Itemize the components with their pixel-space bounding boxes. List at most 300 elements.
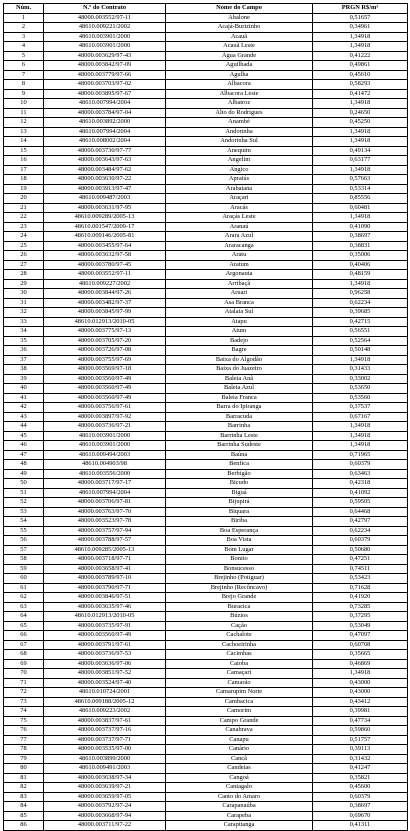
field-name: Boa Vista [166,536,313,546]
row-number: 22 [4,213,44,223]
prgn-value: 0,31433 [313,365,408,375]
table-row [4,241,408,251]
row-number: 1 [4,13,44,23]
table-row [4,32,408,42]
contract-number: 48000.003726/97-08 [44,346,166,356]
contract-number: 48610.009494/2003 [44,450,166,460]
field-name: Alto do Rodrigues [166,108,313,118]
row-number: 4 [4,42,44,52]
table-row [4,298,408,308]
contract-number: 48000.003659/97-05 [44,792,166,802]
prgn-value: 0,37295 [313,612,408,622]
contract-number: 48000.003735/97-91 [44,621,166,631]
field-name: Barrinha Sudeste [166,441,313,451]
field-name: Apraiús [166,175,313,185]
prgn-value: 0,39981 [313,707,408,717]
field-name: Abalone [166,13,313,23]
field-name: Cachalote [166,631,313,641]
table-row [4,384,408,394]
row-number: 85 [4,811,44,821]
contract-number: 48000.003635/97-46 [44,602,166,612]
contract-number: 48000.003895/97-67 [44,89,166,99]
row-number: 55 [4,526,44,536]
contract-number: 48000.003717/97-17 [44,479,166,489]
prgn-value: 0,60379 [313,792,408,802]
table-row [4,536,408,546]
table-row [4,669,408,679]
table-row [4,99,408,109]
prgn-value: 0,41311 [313,821,408,831]
contract-number: 48610.003899/2000 [44,754,166,764]
row-number: 69 [4,659,44,669]
table-row [4,403,408,413]
field-name: Baúna [166,450,313,460]
prgn-value: 0,53423 [313,574,408,584]
field-name: Badejo [166,336,313,346]
table-row [4,222,408,232]
field-name: Asa Branca [166,298,313,308]
table-row [4,621,408,631]
table-row [4,374,408,384]
field-name: Carapeba [166,811,313,821]
field-name: Albacora [166,80,313,90]
row-number: 82 [4,783,44,793]
contract-number: 48610.003901/2000 [44,32,166,42]
prgn-value: 0,47097 [313,631,408,641]
row-number: 42 [4,403,44,413]
table-row [4,70,408,80]
prgn-value: 0,45600 [313,783,408,793]
table-row [4,488,408,498]
row-number: 31 [4,298,44,308]
contract-number: 48000.003706/97-81 [44,498,166,508]
table-row [4,23,408,33]
prgn-value: 0,43000 [313,688,408,698]
table-row [4,764,408,774]
header-field-name: Nome do Campo [166,4,313,14]
field-name: Bom Lugar [166,545,313,555]
field-name: Bijupirá [166,498,313,508]
prgn-value: 0,96258 [313,289,408,299]
field-name: Araracanga [166,241,313,251]
field-name: Baixa do Algodão [166,355,313,365]
field-name: Aratu [166,251,313,261]
contract-number: 48610.003556/2000 [44,469,166,479]
prgn-value: 0,67167 [313,412,408,422]
row-number: 60 [4,574,44,584]
field-name: Agulha [166,70,313,80]
prgn-value: 0,39113 [313,745,408,755]
contract-number: 48610.003901/2000 [44,441,166,451]
prgn-value: 0,41092 [313,488,408,498]
field-name: Buracica [166,602,313,612]
table-row [4,441,408,451]
contract-number: 48000.003897/97-92 [44,412,166,422]
table-row [4,42,408,52]
prgn-value: 0,45250 [313,118,408,128]
field-name: Bagre [166,346,313,356]
table-row [4,479,408,489]
prgn-value: 0,43412 [313,697,408,707]
row-number: 30 [4,289,44,299]
table-row [4,80,408,90]
contract-number: 48000.003636/97-06 [44,659,166,669]
table-row [4,792,408,802]
prgn-value: 0,53314 [313,184,408,194]
table-row [4,650,408,660]
table-row [4,745,408,755]
contract-number: 48000.003845/97-99 [44,308,166,318]
field-name: Barracuda [166,412,313,422]
contract-number: 48000.003552/97-11 [44,13,166,23]
table-row [4,678,408,688]
contract-number: 48000.003757/97-94 [44,526,166,536]
field-name: Canapu [166,735,313,745]
row-number: 13 [4,127,44,137]
row-number: 34 [4,327,44,337]
row-number: 63 [4,602,44,612]
contract-number: 48000.003484/97-62 [44,165,166,175]
row-number: 86 [4,821,44,831]
prgn-value: 0,71965 [313,450,408,460]
field-name: Cachoeirinha [166,640,313,650]
row-number: 38 [4,365,44,375]
contract-number: 48610.012913/2010-05 [44,317,166,327]
row-number: 24 [4,232,44,242]
row-number: 48 [4,460,44,470]
prgn-value: 0,52564 [313,336,408,346]
field-name: Arara Azul [166,232,313,242]
table-row [4,127,408,137]
field-name: Boa Esperança [166,526,313,536]
field-name: Búzios [166,612,313,622]
prgn-value: 0,49134 [313,146,408,156]
contract-number: 48000.003560/97-49 [44,374,166,384]
table-row [4,697,408,707]
prgn-value: 0,41247 [313,764,408,774]
row-number: 43 [4,412,44,422]
table-row [4,251,408,261]
row-number: 36 [4,346,44,356]
contract-number: 48610.009285/2005-13 [44,545,166,555]
contract-number: 48610.009487/2003 [44,194,166,204]
prgn-value: 1,34918 [313,127,408,137]
table-row [4,270,408,280]
row-number: 56 [4,536,44,546]
field-name: Berbigão [166,469,313,479]
row-number: 44 [4,422,44,432]
contract-number: 48000.003482/97-37 [44,298,166,308]
prgn-value: 0,49861 [313,61,408,71]
table-row [4,260,408,270]
field-name: Acauã Leste [166,42,313,52]
field-name: Atapu [166,317,313,327]
contract-number: 48000.003790/97-71 [44,583,166,593]
field-name: Biguá [166,488,313,498]
row-number: 81 [4,773,44,783]
prgn-value: 0,53560 [313,393,408,403]
prgn-value: 0,62234 [313,298,408,308]
prgn-value: 0,64468 [313,507,408,517]
row-number: 32 [4,308,44,318]
prgn-value: 1,34918 [313,99,408,109]
row-number: 66 [4,631,44,641]
field-name: Acajá-Burizinho [166,23,313,33]
table-row [4,659,408,669]
contract-number: 48000.003535/97-00 [44,745,166,755]
field-name: Andorinha [166,127,313,137]
row-number: 52 [4,498,44,508]
table-row [4,431,408,441]
row-number: 58 [4,555,44,565]
prgn-value: 1,34918 [313,441,408,451]
prgn-value: 0,73285 [313,602,408,612]
contract-number: 48000.003846/97-51 [44,593,166,603]
row-number: 70 [4,669,44,679]
contract-number: 48000.003718/97-71 [44,555,166,565]
row-number: 21 [4,203,44,213]
row-number: 6 [4,61,44,71]
row-number: 27 [4,260,44,270]
prgn-value: 1,34918 [313,355,408,365]
table-row [4,108,408,118]
row-number: 23 [4,222,44,232]
prgn-value: 0,85556 [313,194,408,204]
prgn-value: 0,63177 [313,156,408,166]
header-number: Núm. [4,4,44,14]
field-name: Acauã [166,32,313,42]
row-number: 59 [4,564,44,574]
row-number: 3 [4,32,44,42]
contract-number: 48000.003756/97-61 [44,403,166,413]
field-name: Anambé [166,118,313,128]
contract-price-table [3,3,408,831]
field-name: Canabrava [166,726,313,736]
contract-number: 48610.008002/2004 [44,137,166,147]
table-row [4,783,408,793]
field-name: Canto do Amaro [166,792,313,802]
row-number: 9 [4,89,44,99]
contract-number: 48000.003737/97-71 [44,735,166,745]
contract-number: 48000.003705/97-20 [44,336,166,346]
table-row [4,137,408,147]
prgn-value: 1,34918 [313,165,408,175]
contract-number: 48000.003791/97-61 [44,640,166,650]
prgn-value: 0,45610 [313,70,408,80]
field-name: Anequim [166,146,313,156]
row-number: 15 [4,146,44,156]
row-number: 67 [4,640,44,650]
prgn-value: 0,39685 [313,308,408,318]
table-row [4,422,408,432]
row-number: 64 [4,612,44,622]
prgn-value: 0,38697 [313,802,408,812]
contract-number: 48000.003736/97-53 [44,650,166,660]
field-name: Baleia Anã [166,374,313,384]
prgn-value: 0,41920 [313,593,408,603]
contract-number: 48000.003643/97-63 [44,156,166,166]
contract-number: 48000.003560/97-49 [44,393,166,403]
table-row [4,327,408,337]
contract-number: 48610.009289/2005-13 [44,213,166,223]
table-row [4,631,408,641]
contract-number: 48000.003569/97-18 [44,365,166,375]
prgn-value: 0,57663 [313,175,408,185]
table-row [4,203,408,213]
table-row [4,450,408,460]
row-number: 33 [4,317,44,327]
field-name: Cacimbas [166,650,313,660]
prgn-value: 1,34918 [313,42,408,52]
prgn-value: 0,42797 [313,517,408,527]
table-body [4,13,408,830]
prgn-value: 0,31432 [313,754,408,764]
field-name: Angico [166,165,313,175]
contract-number: 48000.003523/97-78 [44,517,166,527]
table-row [4,460,408,470]
row-number: 18 [4,175,44,185]
contract-number: 48610.007994/2004 [44,127,166,137]
contract-number: 48000.003455/97-64 [44,241,166,251]
row-number: 20 [4,194,44,204]
contract-number: 48000.003788/97-57 [44,536,166,546]
prgn-value: 0,53049 [313,621,408,631]
table-row [4,593,408,603]
contract-number: 48000.003784/97-04 [44,108,166,118]
field-name: Aratum [166,260,313,270]
prgn-value: 0,47251 [313,555,408,565]
prgn-value: 0,43000 [313,678,408,688]
contract-number: 48000.003630/97-22 [44,175,166,185]
row-number: 50 [4,479,44,489]
field-name: Benfica [166,460,313,470]
header-prgn: PRGN R$/m³ [313,4,408,14]
field-name: Arabaiana [166,184,313,194]
prgn-value: 0,42715 [313,317,408,327]
table-row [4,184,408,194]
table-row [4,640,408,650]
field-name: Araçari [166,194,313,204]
table-row [4,517,408,527]
table-row [4,754,408,764]
prgn-value: 0,46869 [313,659,408,669]
row-number: 80 [4,764,44,774]
prgn-value: 0,59505 [313,498,408,508]
row-number: 41 [4,393,44,403]
field-name: Cambacica [166,697,313,707]
table-row [4,507,408,517]
contract-number: 48000.003763/97-70 [44,507,166,517]
prgn-value: 1,34918 [313,213,408,223]
contract-number: 48000.003560/97-49 [44,631,166,641]
table-row [4,821,408,831]
table-row [4,118,408,128]
row-number: 8 [4,80,44,90]
contract-number: 48000.003792/97-24 [44,802,166,812]
contract-number: 48610.007994/2004 [44,488,166,498]
contract-number: 48000.003639/97-21 [44,783,166,793]
prgn-value: 1,34918 [313,422,408,432]
row-number: 49 [4,469,44,479]
prgn-value: 0,38831 [313,241,408,251]
prgn-value: 1,34918 [313,669,408,679]
table-row [4,716,408,726]
table-row [4,564,408,574]
prgn-value: 0,42318 [313,479,408,489]
contract-number: 48610.003901/2000 [44,431,166,441]
row-number: 2 [4,23,44,33]
table-row [4,279,408,289]
row-number: 83 [4,792,44,802]
field-name: Atalaia Sul [166,308,313,318]
prgn-value: 0,48159 [313,270,408,280]
prgn-value: 0,35665 [313,650,408,660]
field-name: Bicudo [166,479,313,489]
prgn-value: 0,41472 [313,89,408,99]
prgn-value: 0,47734 [313,716,408,726]
table-row [4,165,408,175]
prgn-value: 0,74511 [313,564,408,574]
contract-table-container [3,3,407,831]
prgn-value: 0,35821 [313,773,408,783]
contract-number: 48000.003631/97-95 [44,203,166,213]
table-row [4,308,408,318]
row-number: 7 [4,70,44,80]
field-name: Arribaçã [166,279,313,289]
row-number: 68 [4,650,44,660]
prgn-value: 0,40406 [313,260,408,270]
field-name: Brejinho (Potiguar) [166,574,313,584]
table-row [4,726,408,736]
prgn-value: 0,35006 [313,251,408,261]
prgn-value: 0,60379 [313,460,408,470]
field-name: Aruari [166,289,313,299]
field-name: Camarupim Norte [166,688,313,698]
prgn-value: 0,60379 [313,536,408,546]
row-number: 14 [4,137,44,147]
prgn-value: 0,69670 [313,811,408,821]
table-row [4,51,408,61]
field-name: Brejo Grande [166,593,313,603]
field-name: Araçás Leste [166,213,313,223]
contract-number: 48000.003703/97-02 [44,80,166,90]
contract-number: 48000.003658/97-41 [44,564,166,574]
table-row [4,735,408,745]
field-name: Campo Grande [166,716,313,726]
row-number: 19 [4,184,44,194]
row-number: 35 [4,336,44,346]
field-name: Barrinha Leste [166,431,313,441]
prgn-value: 0,38697 [313,232,408,242]
table-row [4,811,408,821]
field-name: Cancã [166,754,313,764]
field-name: Camorim [166,707,313,717]
contract-number: 48000.003730/97-77 [44,146,166,156]
contract-number: 48000.003629/97-43 [44,51,166,61]
table-header-row [4,4,408,14]
table-row [4,707,408,717]
field-name: Barra do Ipiranga [166,403,313,413]
table-row [4,365,408,375]
table-row [4,612,408,622]
table-row [4,89,408,99]
contract-number: 48610.001547/2009-17 [44,222,166,232]
contract-number: 48000.003737/97-16 [44,726,166,736]
row-number: 40 [4,384,44,394]
contract-number: 48000.003842/97-09 [44,61,166,71]
prgn-value: 0,33002 [313,374,408,384]
header-contract: N.º do Contrato [44,4,166,14]
